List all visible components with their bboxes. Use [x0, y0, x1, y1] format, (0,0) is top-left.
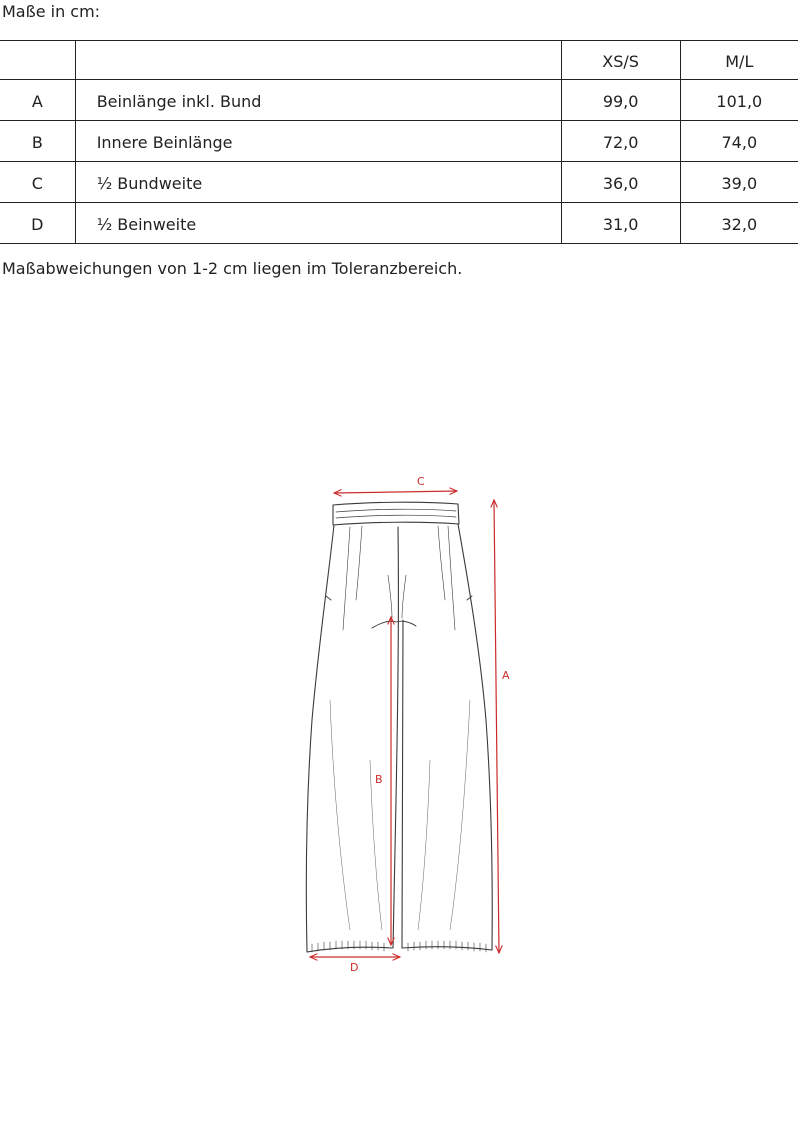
- row-value-xs-s: 72,0: [561, 121, 680, 162]
- size-table: [0, 40, 798, 244]
- row-value-xs-s: 31,0: [561, 203, 680, 244]
- row-value-m-l: 32,0: [680, 203, 798, 244]
- table-row: [0, 121, 798, 162]
- table-row: [0, 162, 798, 203]
- row-key: A: [0, 80, 75, 121]
- measure-label-a: A: [502, 669, 510, 682]
- measure-line-a: [494, 500, 499, 953]
- size-table-header-row: [0, 41, 798, 80]
- row-value-xs-s: 99,0: [561, 80, 680, 121]
- header-measurement: [75, 41, 561, 80]
- row-label: Innere Beinlänge: [75, 121, 561, 162]
- row-label: ½ Bundweite: [75, 162, 561, 203]
- measurements-heading: Maße in cm:: [2, 2, 101, 21]
- row-value-xs-s: 36,0: [561, 162, 680, 203]
- row-key: B: [0, 121, 75, 162]
- row-label: ½ Beinweite: [75, 203, 561, 244]
- header-size-xs-s: XS/S: [561, 41, 680, 80]
- measure-label-d: D: [350, 961, 359, 974]
- row-value-m-l: 101,0: [680, 80, 798, 121]
- measure-label-b: B: [375, 773, 383, 786]
- measure-label-c: C: [417, 475, 425, 488]
- row-label: Beinlänge inkl. Bund: [75, 80, 561, 121]
- header-key: [0, 41, 75, 80]
- row-value-m-l: 39,0: [680, 162, 798, 203]
- row-key: C: [0, 162, 75, 203]
- table-row: [0, 203, 798, 244]
- table-row: [0, 80, 798, 121]
- measurement-lines: [310, 491, 499, 957]
- row-value-m-l: 74,0: [680, 121, 798, 162]
- measure-line-c: [334, 491, 457, 493]
- trousers-sketch: [306, 502, 492, 952]
- tolerance-note: Maßabweichungen von 1-2 cm liegen im Toleranzbereich.: [2, 259, 463, 278]
- header-size-m-l: M/L: [680, 41, 798, 80]
- row-key: D: [0, 203, 75, 244]
